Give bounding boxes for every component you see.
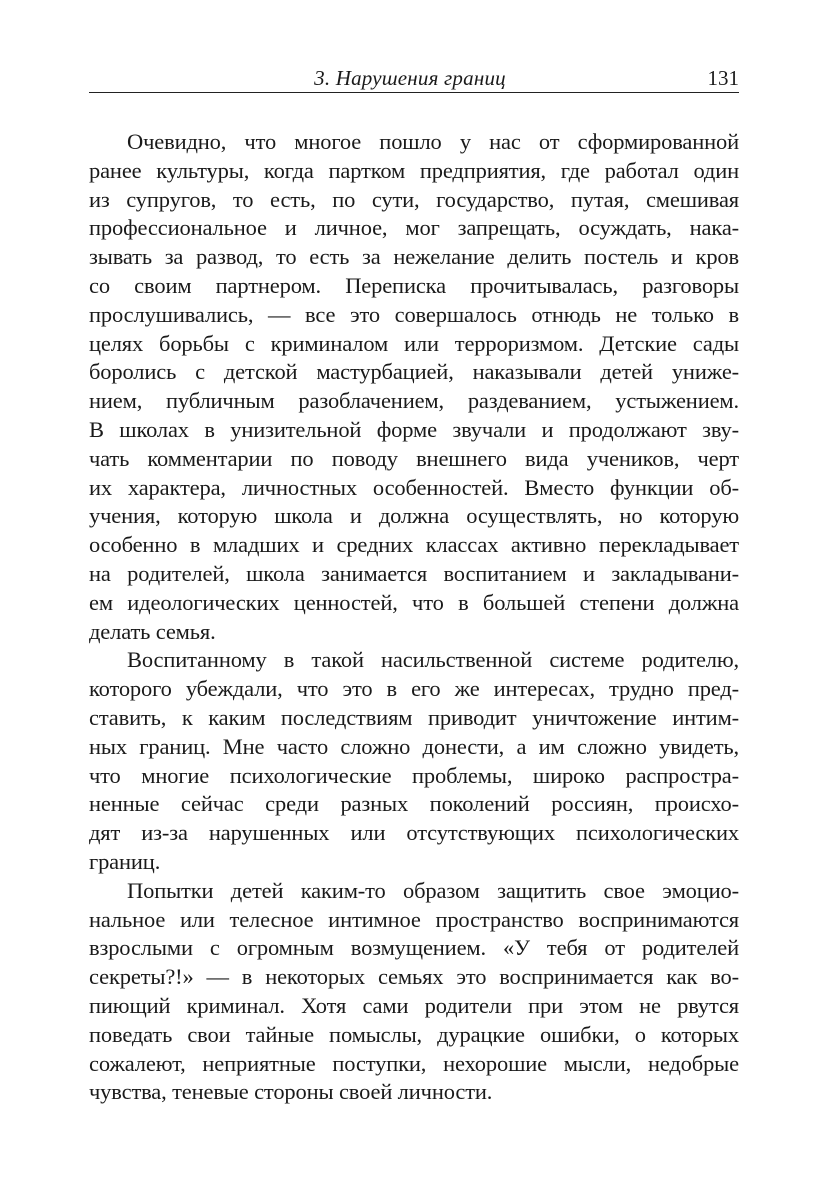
text-line: на родителей, школа занимается воспитанием и закладывани- xyxy=(89,560,739,586)
running-header xyxy=(89,62,739,93)
text-line: Попытки детей каким-то образом защитить свое эмоцио- xyxy=(127,877,739,903)
text-line: пиющий криминал. Хотя сами родители при этом не рвутся xyxy=(89,992,739,1018)
paragraph-2 xyxy=(89,646,739,876)
text-line: поведать свои тайные помыслы, дурацкие ошибки, о которых xyxy=(89,1021,739,1047)
chapter-title-text: 3. Нарушения границ xyxy=(314,66,506,90)
text-line: взрослыми с огромным возмущением. «У тебя от родителей xyxy=(89,935,739,961)
text-line: сожалеют, неприятные поступки, нехорошие мысли, недобрые xyxy=(89,1050,739,1076)
text-line: их характера, личностных особенностей. Вместо функции об- xyxy=(89,474,739,500)
text-line: учения, которую школа и должна осуществлять, но которую xyxy=(89,503,739,529)
page-number: 131 xyxy=(707,66,739,90)
text-line: секреты?!» — в некоторых семьях это воспринимается как во- xyxy=(89,964,739,990)
text-line: нальное или телесное интимное пространство воспринимаются xyxy=(89,906,739,932)
text-line: целях борьбы с криминалом или терроризмом. Детские сады xyxy=(89,330,739,356)
text-line: из супругов, то есть, по сути, государство, путая, смешивая xyxy=(89,186,739,212)
text-line: ставить, к каким последствиям приводит уничтожение интим- xyxy=(89,704,739,730)
text-line: профессиональное и личное, мог запрещать, осуждать, нака- xyxy=(89,215,739,241)
text-line: Воспитанному в такой насильственной системе родителю, xyxy=(127,647,739,673)
text-line: особенно в младших и средних классах активно перекладывает xyxy=(89,532,739,558)
text-line: которого убеждали, что это в его же интересах, трудно пред- xyxy=(89,676,739,702)
text-line: дят из-за нарушенных или отсутствующих психологических xyxy=(89,820,739,846)
text-line: что многие психологические проблемы, широко распростра- xyxy=(89,762,739,788)
text-line: Очевидно, что многое пошло у нас от сформированной xyxy=(127,129,739,154)
text-line: нием, публичным разоблачением, раздеванием, устыжением. xyxy=(89,388,739,414)
text-line: прослушивались, — все это совершалось отнюдь не только в xyxy=(89,301,739,327)
text-line: границ. xyxy=(89,848,161,874)
text-line: чувства, теневые стороны своей личности. xyxy=(89,1079,493,1105)
text-line: В школах в унизительной форме звучали и продолжают зву- xyxy=(89,416,739,442)
paragraph-3 xyxy=(89,877,739,1107)
text-line: зывать за развод, то есть за нежелание делить постель и кров xyxy=(89,244,739,270)
text-line: делать семья. xyxy=(89,618,216,644)
paragraph-1 xyxy=(89,128,739,646)
chapter-title xyxy=(89,66,739,91)
body-text xyxy=(89,128,739,1107)
text-line: ранее культуры, когда партком предприятия, где работал один xyxy=(89,157,739,183)
text-line: ем идеологических ценностей, что в большей степени должна xyxy=(89,589,739,615)
text-line: ненные сейчас среди разных поколений россиян, происхо- xyxy=(89,791,739,817)
text-line: чать комментарии по поводу внешнего вида учеников, черт xyxy=(89,445,739,471)
text-line: боролись с детской мастурбацией, наказывали детей униже- xyxy=(89,359,739,385)
text-line: со своим партнером. Переписка прочитывалась, разговоры xyxy=(89,272,739,298)
text-line: ных границ. Мне часто сложно донести, а им сложно увидеть, xyxy=(89,733,739,759)
